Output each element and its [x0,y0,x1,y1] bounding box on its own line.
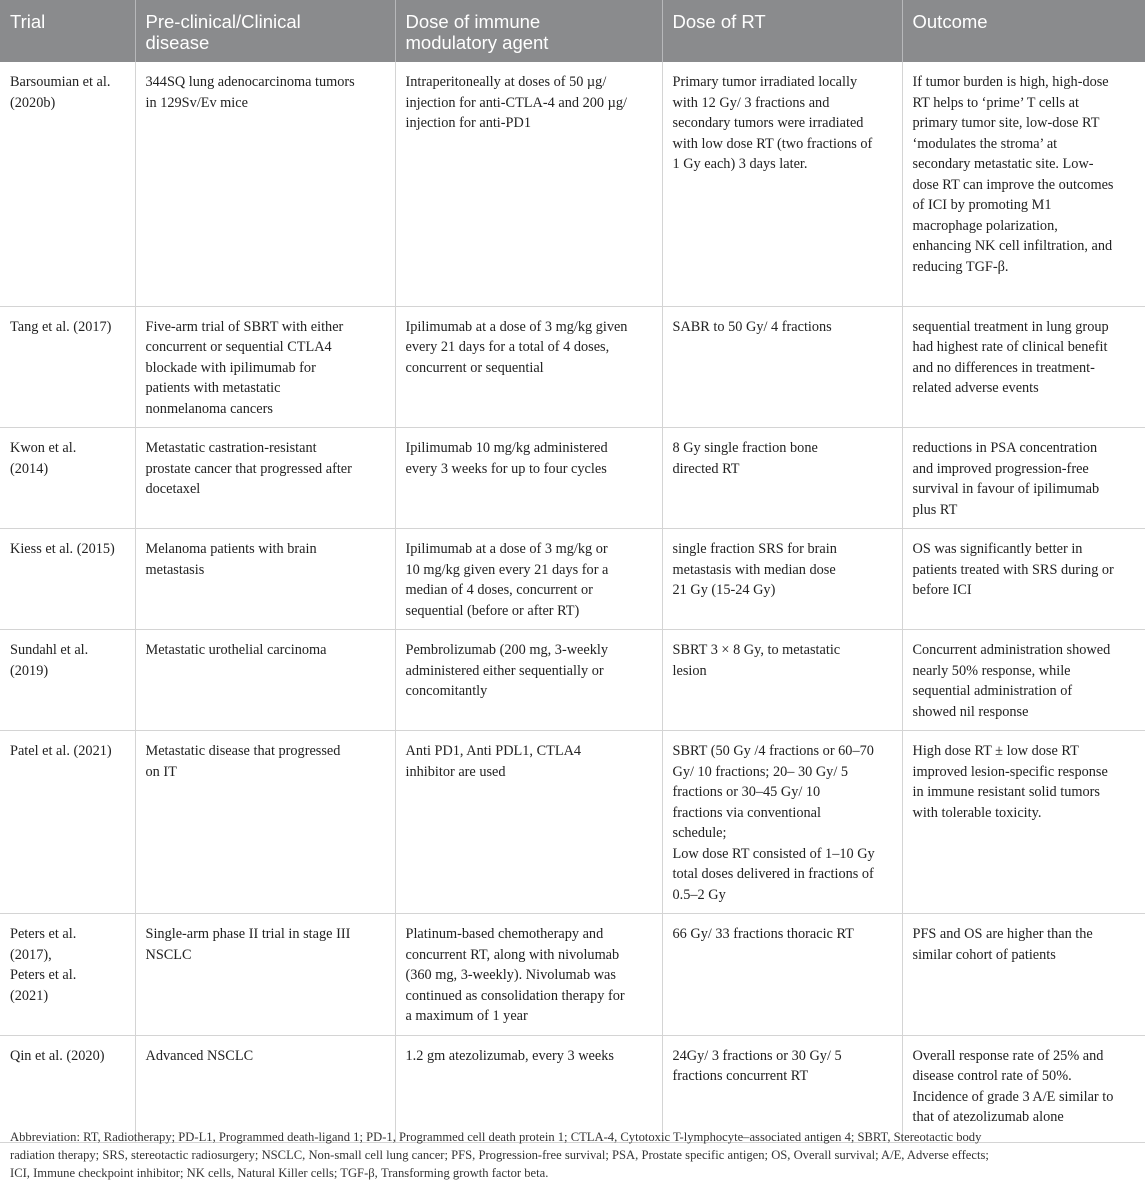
footnote-line: radiation therapy; SRS, stereotactic radiosurgery; NSCLC, Non-small cell lung cancer; PFS, Progression-free survival; PSA, Prostate specific antigen; OS, Overall survival; A/E, Adverse effects; [10,1148,989,1162]
abbreviation-footnote [10,1128,1138,1182]
cell-line: Low dose RT consisted of 1–10 Gy [672,845,875,862]
cell-line: Intraperitoneally at doses of 50 µg/ [405,74,607,90]
cell-line: on IT [145,763,177,780]
cell-line: (360 mg, 3-weekly). Nivolumab was [405,967,616,983]
cell-outcome [902,731,1145,914]
cell-line: OS was significantly better in [912,541,1083,557]
header-immune-dose [395,0,662,62]
cell-line: related adverse events [912,380,1039,396]
cell-line: lesion [672,662,707,679]
cell-line: (2014) [10,460,49,477]
cell-line: directed RT [672,460,740,477]
cell-disease [135,914,395,1036]
cell-line: Ipilimumab at a dose of 3 mg/kg or [405,541,608,557]
cell-line: Metastatic castration-resistant [145,440,317,456]
header-line: modulatory agent [405,32,549,53]
cell-line: docetaxel [145,481,201,497]
cell-disease [135,529,395,630]
cell-line: 1 Gy each) 3 days later. [672,156,808,172]
cell-outcome [902,62,1145,306]
cell-line: Tang et al. (2017) [10,318,112,335]
cell-outcome [902,914,1145,1036]
cell-trial [0,630,135,731]
cell-line: secondary tumors were irradiated [672,115,864,131]
table-row [0,62,1145,306]
cell-line: 24Gy/ 3 fractions or 30 Gy/ 5 [672,1047,842,1064]
cell-rt-dose [662,1035,902,1142]
cell-trial [0,306,135,428]
cell-line: with 12 Gy/ 3 fractions and [672,94,830,111]
cell-line: Primary tumor irradiated locally [672,74,858,90]
cell-line: (2019) [10,662,49,679]
cell-immune-dose [395,529,662,630]
cell-line: Ipilimumab 10 mg/kg administered [405,440,608,456]
cell-rt-dose [662,914,902,1036]
footnote-line: ICI, Immune checkpoint inhibitor; NK cells, Natural Killer cells; TGF-β, Transforming growth factor beta. [10,1166,549,1180]
cell-line: Barsoumian et al. [10,74,111,90]
cell-line: patients with metastatic [145,380,281,396]
cell-line: nonmelanoma cancers [145,400,273,417]
cell-line: single fraction SRS for brain [672,541,837,557]
cell-line: metastasis [145,561,205,578]
cell-line: (2021) [10,987,49,1004]
table-row [0,630,1145,731]
cell-immune-dose [395,428,662,529]
cell-disease [135,306,395,428]
table-row [0,1035,1145,1142]
cell-line: enhancing NK cell infiltration, and [912,238,1113,254]
cell-line: 0.5–2 Gy [672,886,726,903]
cell-line: Kwon et al. [10,440,77,456]
cell-line: a maximum of 1 year [405,1008,528,1024]
cell-line: Advanced NSCLC [145,1047,254,1064]
cell-line: continued as consolidation therapy for [405,987,625,1004]
cell-line: Concurrent administration showed [912,642,1111,658]
cell-line: High dose RT ± low dose RT [912,743,1079,759]
cell-line: and improved progression-free [912,460,1089,477]
table-body [0,62,1145,1142]
cell-line: Overall response rate of 25% and [912,1047,1104,1064]
cell-disease [135,62,395,306]
cell-line: 8 Gy single fraction bone [672,440,818,456]
cell-line: sequential administration of [912,683,1073,699]
cell-line: (2017), [10,946,52,963]
cell-line: concurrent or sequential [405,359,544,376]
cell-trial [0,529,135,630]
cell-trial [0,914,135,1036]
cell-immune-dose [395,731,662,914]
cell-line: every 21 days for a total of 4 doses, [405,339,610,355]
cell-line: Qin et al. (2020) [10,1047,105,1064]
cell-line: of ICI by promoting M1 [912,197,1052,213]
header-row [0,0,1145,62]
cell-line: administered either sequentially or [405,662,604,679]
cell-line: survival in favour of ipilimumab [912,481,1100,497]
cell-line: primary tumor site, low-dose RT [912,115,1100,131]
cell-immune-dose [395,1035,662,1142]
cell-line: schedule; [672,825,727,841]
cell-rt-dose [662,731,902,914]
cell-line: PFS and OS are higher than the [912,926,1093,942]
cell-line: metastasis with median dose [672,561,836,578]
cell-line: injection for anti-CTLA-4 and 200 µg/ [405,94,627,111]
table-row [0,731,1145,914]
cell-line: reductions in PSA concentration [912,440,1098,456]
header-trial [0,0,135,62]
cell-line: 10 mg/kg given every 21 days for a [405,561,609,578]
cell-line: Sundahl et al. [10,642,89,658]
cell-line: improved lesion-specific response [912,763,1108,780]
cell-line: Gy/ 10 fractions; 20– 30 Gy/ 5 [672,763,849,780]
cell-line: prostate cancer that progressed after [145,460,352,477]
cell-line: Melanoma patients with brain [145,541,317,557]
cell-line: 1.2 gm atezolizumab, every 3 weeks [405,1047,614,1064]
cell-line: 344SQ lung adenocarcinoma tumors [145,74,355,90]
cell-disease [135,428,395,529]
cell-line: dose RT can improve the outcomes [912,176,1114,193]
cell-rt-dose [662,529,902,630]
header-line: Dose of RT [672,11,766,32]
cell-line: fractions via conventional [672,804,821,821]
header-line: Pre-clinical/Clinical [145,11,301,32]
cell-outcome [902,1035,1145,1142]
cell-line: Single-arm phase II trial in stage III [145,926,351,942]
cell-line: blockade with ipilimumab for [145,359,316,376]
cell-trial [0,62,135,306]
cell-line: macrophage polarization, [912,217,1058,234]
cell-line: in 129Sv/Ev mice [145,94,248,111]
cell-disease [135,1035,395,1142]
cell-line: Ipilimumab at a dose of 3 mg/kg given [405,318,628,335]
cell-trial [0,1035,135,1142]
cell-line: concurrent RT, along with nivolumab [405,946,620,963]
cell-line: with low dose RT (two fractions of [672,135,873,152]
cell-line: Peters et al. [10,926,77,942]
header-line: Outcome [912,11,988,32]
cell-line: NSCLC [145,946,192,963]
cell-rt-dose [662,306,902,428]
cell-trial [0,731,135,914]
cell-line: and no differences in treatment- [912,359,1095,376]
cell-line: patients treated with SRS during or [912,561,1114,578]
table-row [0,306,1145,428]
cell-line: sequential (before or after RT) [405,602,580,619]
cell-line: Pembrolizumab (200 mg, 3-weekly [405,642,608,658]
cell-line: 66 Gy/ 33 fractions thoracic RT [672,926,854,942]
cell-line: Anti PD1, Anti PDL1, CTLA4 [405,743,582,759]
cell-line: concomitantly [405,683,488,699]
footnote-line: Abbreviation: RT, Radiotherapy; PD-L1, Programmed death-ligand 1; PD-1, Programmed cell death protein 1; CTLA-4, Cytotoxic T-lymphocyte–associated antigen 4; SBRT, Stereotactic body [10,1130,982,1144]
cell-line: showed nil response [912,703,1029,720]
table-row [0,428,1145,529]
cell-line: total doses delivered in fractions of [672,866,874,882]
cell-line: disease control rate of 50%. [912,1068,1072,1084]
cell-line: nearly 50% response, while [912,662,1071,679]
cell-line: SABR to 50 Gy/ 4 fractions [672,318,832,335]
header-outcome [902,0,1145,62]
cell-line: Patel et al. (2021) [10,743,112,759]
cell-line: RT helps to ‘prime’ T cells at [912,94,1079,111]
cell-line: in immune resistant solid tumors [912,784,1100,800]
cell-line: Metastatic urothelial carcinoma [145,642,327,658]
cell-line: Incidence of grade 3 A/E similar to [912,1088,1114,1105]
cell-rt-dose [662,630,902,731]
header-line: Dose of immune [405,11,541,32]
cell-line: similar cohort of patients [912,946,1056,963]
cell-line: concurrent or sequential CTLA4 [145,339,332,355]
cell-trial [0,428,135,529]
table-row [0,914,1145,1036]
cell-line: ‘modulates the stroma’ at [912,135,1058,152]
cell-line: Peters et al. [10,967,77,983]
cell-rt-dose [662,62,902,306]
cell-line: sequential treatment in lung group [912,318,1109,335]
cell-line: every 3 weeks for up to four cycles [405,460,607,477]
header-line: Trial [10,11,46,32]
header-line: disease [145,32,210,53]
cell-line: before ICI [912,582,972,598]
cell-line: Kiess et al. (2015) [10,541,115,557]
header-rt-dose [662,0,902,62]
cell-line: Metastatic disease that progressed [145,743,341,759]
cell-outcome [902,630,1145,731]
cell-line: had highest rate of clinical benefit [912,339,1108,355]
cell-line: If tumor burden is high, high-dose [912,74,1109,90]
cell-outcome [902,306,1145,428]
cell-line: reducing TGF-β. [912,258,1009,275]
cell-outcome [902,428,1145,529]
cell-line: with tolerable toxicity. [912,804,1042,821]
cell-line: that of atezolizumab alone [912,1109,1064,1125]
cell-rt-dose [662,428,902,529]
cell-line: fractions or 30–45 Gy/ 10 [672,784,821,800]
cell-line: median of 4 doses, concurrent or [405,582,593,598]
cell-immune-dose [395,914,662,1036]
cell-disease [135,731,395,914]
cell-line: 21 Gy (15-24 Gy) [672,582,776,598]
cell-line: fractions concurrent RT [672,1068,809,1084]
cell-disease [135,630,395,731]
cell-immune-dose [395,62,662,306]
table-row [0,529,1145,630]
cell-line: inhibitor are used [405,763,506,780]
cell-line: injection for anti-PD1 [405,115,531,131]
cell-immune-dose [395,306,662,428]
cell-immune-dose [395,630,662,731]
cell-line: SBRT (50 Gy /4 fractions or 60–70 [672,743,874,759]
cell-line: SBRT 3 × 8 Gy, to metastatic [672,642,841,658]
cell-line: secondary metastatic site. Low- [912,156,1094,172]
header-disease [135,0,395,62]
cell-outcome [902,529,1145,630]
cell-line: Five-arm trial of SBRT with either [145,318,344,335]
cell-line: Platinum-based chemotherapy and [405,926,604,942]
cell-line: plus RT [912,501,958,518]
cell-line: (2020b) [10,94,56,111]
